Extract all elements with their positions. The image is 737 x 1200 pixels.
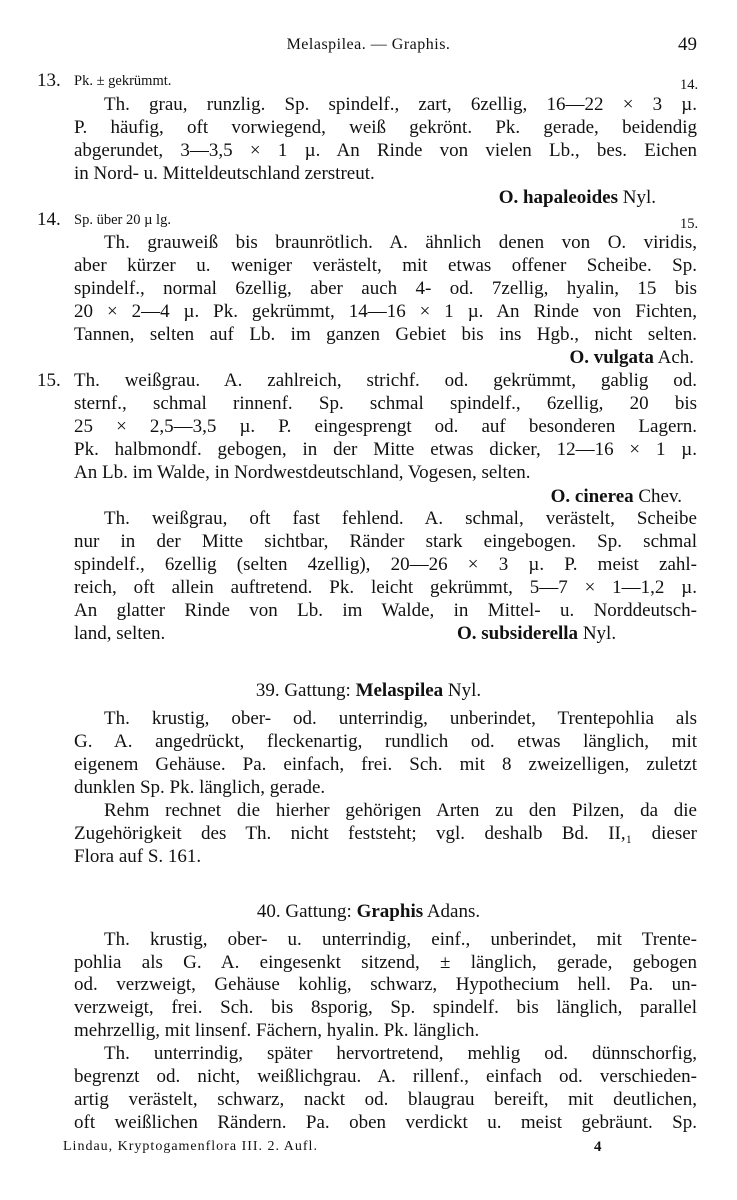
key-line: Th. weißgrau. A. zahlreich, strichf. od. gekrümmt, gablig od. [74, 369, 697, 391]
footer-sheet-number: 4 [594, 1139, 602, 1155]
species-name [420, 347, 694, 369]
section-39-line: Th. krustig, ober- od. unterrindig, unberindet, Trentepohlia als [104, 708, 697, 730]
species-title: O. cinerea [550, 485, 634, 507]
section-40-line: artig verästelt, schwarz, nackt od. blaugrau bereift, mit deutlichen, [74, 1089, 697, 1111]
key-number: 14. [37, 209, 61, 231]
key-line: 25 × 2,5—3,5 µ. P. eingesprengt od. auf besonderen Lagern. [74, 415, 697, 437]
section-heading-40: 40. Gattung: Graphis Adans. [256, 901, 481, 922]
key-line: in Nord- u. Mitteldeutschland zerstreut. [74, 162, 375, 184]
species-name [420, 187, 656, 209]
section-39-line: Flora auf S. 161. [74, 846, 202, 867]
species-title: O. vulgata [569, 347, 654, 368]
key-number: 15. [37, 369, 61, 391]
key-line: nur in der Mitte sichtbar, Ränder stark eingebogen. Sp. schmal [74, 531, 697, 553]
species-name [420, 486, 682, 508]
section-39-line: Zugehörigkeit des Th. nicht feststeht; vgl. deshalb Bd. II,₁ dieser [74, 823, 697, 845]
key-number: 13. [37, 70, 61, 91]
key-line: spindelf., 6zellig (selten 4zellig), 20—26 × 3 µ. P. meist zahl- [74, 554, 697, 576]
section-40-line: Th. krustig, ober- u. unterrindig, einf., unberindet, mit Trente- [104, 928, 697, 950]
section-40-line: begrenzt od. nicht, weißlichgrau. A. rillenf., einfach od. verschieden- [74, 1066, 697, 1088]
key-line-text: Pk. ± gekrümmt. [74, 73, 172, 89]
species-author: Chev. [638, 485, 682, 507]
key-line [74, 209, 697, 231]
key-line: 20 × 2—4 µ. Pk. gekrümmt, 14—16 × 1 µ. An Rinde von Fichten, [74, 301, 697, 323]
key-line-text: Sp. über 20 µ lg. [74, 212, 171, 229]
section-40-line: mehrzellig, mit linsenf. Fächern, hyalin. Pk. länglich. [74, 1020, 480, 1042]
species-title: O. hapaleoides [498, 186, 618, 208]
section-40-line: Th. unterrindig, später hervortretend, mehlig od. dünnschorfig, [104, 1043, 697, 1065]
species-author: Nyl. [582, 623, 617, 645]
key-line: Th. grauweiß bis braunrötlich. A. ähnlich denen von O. viridis, [104, 232, 697, 254]
key-line: sternf., schmal rinnenf. Sp. schmal spindelf., 6zellig, 20 bis [74, 392, 697, 414]
key-line: Tannen, selten auf Lb. im ganzen Gebiet bis ins Hgb., nicht selten. [74, 324, 697, 346]
key-line [74, 623, 697, 645]
page-number: 49 [678, 34, 697, 55]
section-40-line: od. verzweigt, Gehäuse kohlig, schwarz, Hypothecium hell. Pa. un- [74, 974, 697, 996]
species-name [457, 623, 616, 645]
key-line-text: land, selten. [74, 623, 166, 645]
section-heading-39: 39. Gattung: Melaspilea Nyl. [255, 680, 482, 701]
key-line: Th. grau, runzlig. Sp. spindelf., zart, 6zellig, 16—22 × 3 µ. [104, 93, 697, 115]
section-39-line: eigenem Gehäuse. Pa. einfach, frei. Sch. mit 8 zweizelligen, zuletzt [74, 754, 697, 776]
section-39-line: dunklen Sp. Pk. länglich, gerade. [74, 777, 326, 799]
section-39-line: Rehm rechnet die hierher gehörigen Arten zu den Pilzen, da die [104, 800, 697, 822]
key-line: spindelf., normal 6zellig, aber auch 4- od. 7zellig, hyalin, 15 bis [74, 278, 697, 300]
species-author: Nyl. [622, 186, 656, 208]
key-line: reich, oft allein auftretend. Pk. leicht gekrümmt, 5—7 × 1—1,2 µ. [74, 577, 697, 599]
running-header: Melaspilea. — Graphis. [286, 36, 451, 53]
key-line [74, 70, 697, 92]
key-line: P. häufig, oft vorwiegend, weiß gekrönt. Pk. gerade, beidendig [74, 116, 697, 138]
key-target: 14. [680, 77, 699, 93]
section-40-line: verzweigt, frei. Sch. bis 8sporig, Sp. spindelf. bis länglich, parallel [74, 997, 697, 1019]
species-author: Ach. [657, 347, 694, 368]
key-line: An glatter Rinde von Lb. im Walde, in Mittel- u. Norddeutsch- [74, 600, 697, 622]
key-line: Th. weißgrau, oft fast fehlend. A. schmal, verästelt, Scheibe [104, 508, 697, 530]
key-line: An Lb. im Walde, in Nordwestdeutschland, Vogesen, selten. [74, 461, 531, 483]
section-39-line: G. A. angedrückt, fleckenartig, rundlich od. etwas länglich, mit [74, 731, 697, 753]
key-target: 15. [680, 216, 699, 233]
key-line: aber kürzer u. weniger verästelt, mit etwas offener Scheibe. Sp. [74, 255, 697, 277]
section-40-line: oft weißlichen Rändern. Pa. oben verdickt u. meist gebräunt. Sp. [74, 1112, 697, 1133]
section-40-line: pohlia als G. A. eingesenkt sitzend, ± länglich, gerade, gebogen [74, 951, 697, 973]
key-line: abgerundet, 3—3,5 × 1 µ. An Rinde von vielen Lb., bes. Eichen [74, 139, 697, 161]
footer-signature: Lindau, Kryptogamenflora III. 2. Aufl. [63, 1139, 318, 1154]
key-line: Pk. halbmondf. gebogen, in der Mitte etwas dicker, 12—16 × 1 µ. [74, 438, 697, 460]
species-title: O. subsiderella [457, 623, 579, 645]
